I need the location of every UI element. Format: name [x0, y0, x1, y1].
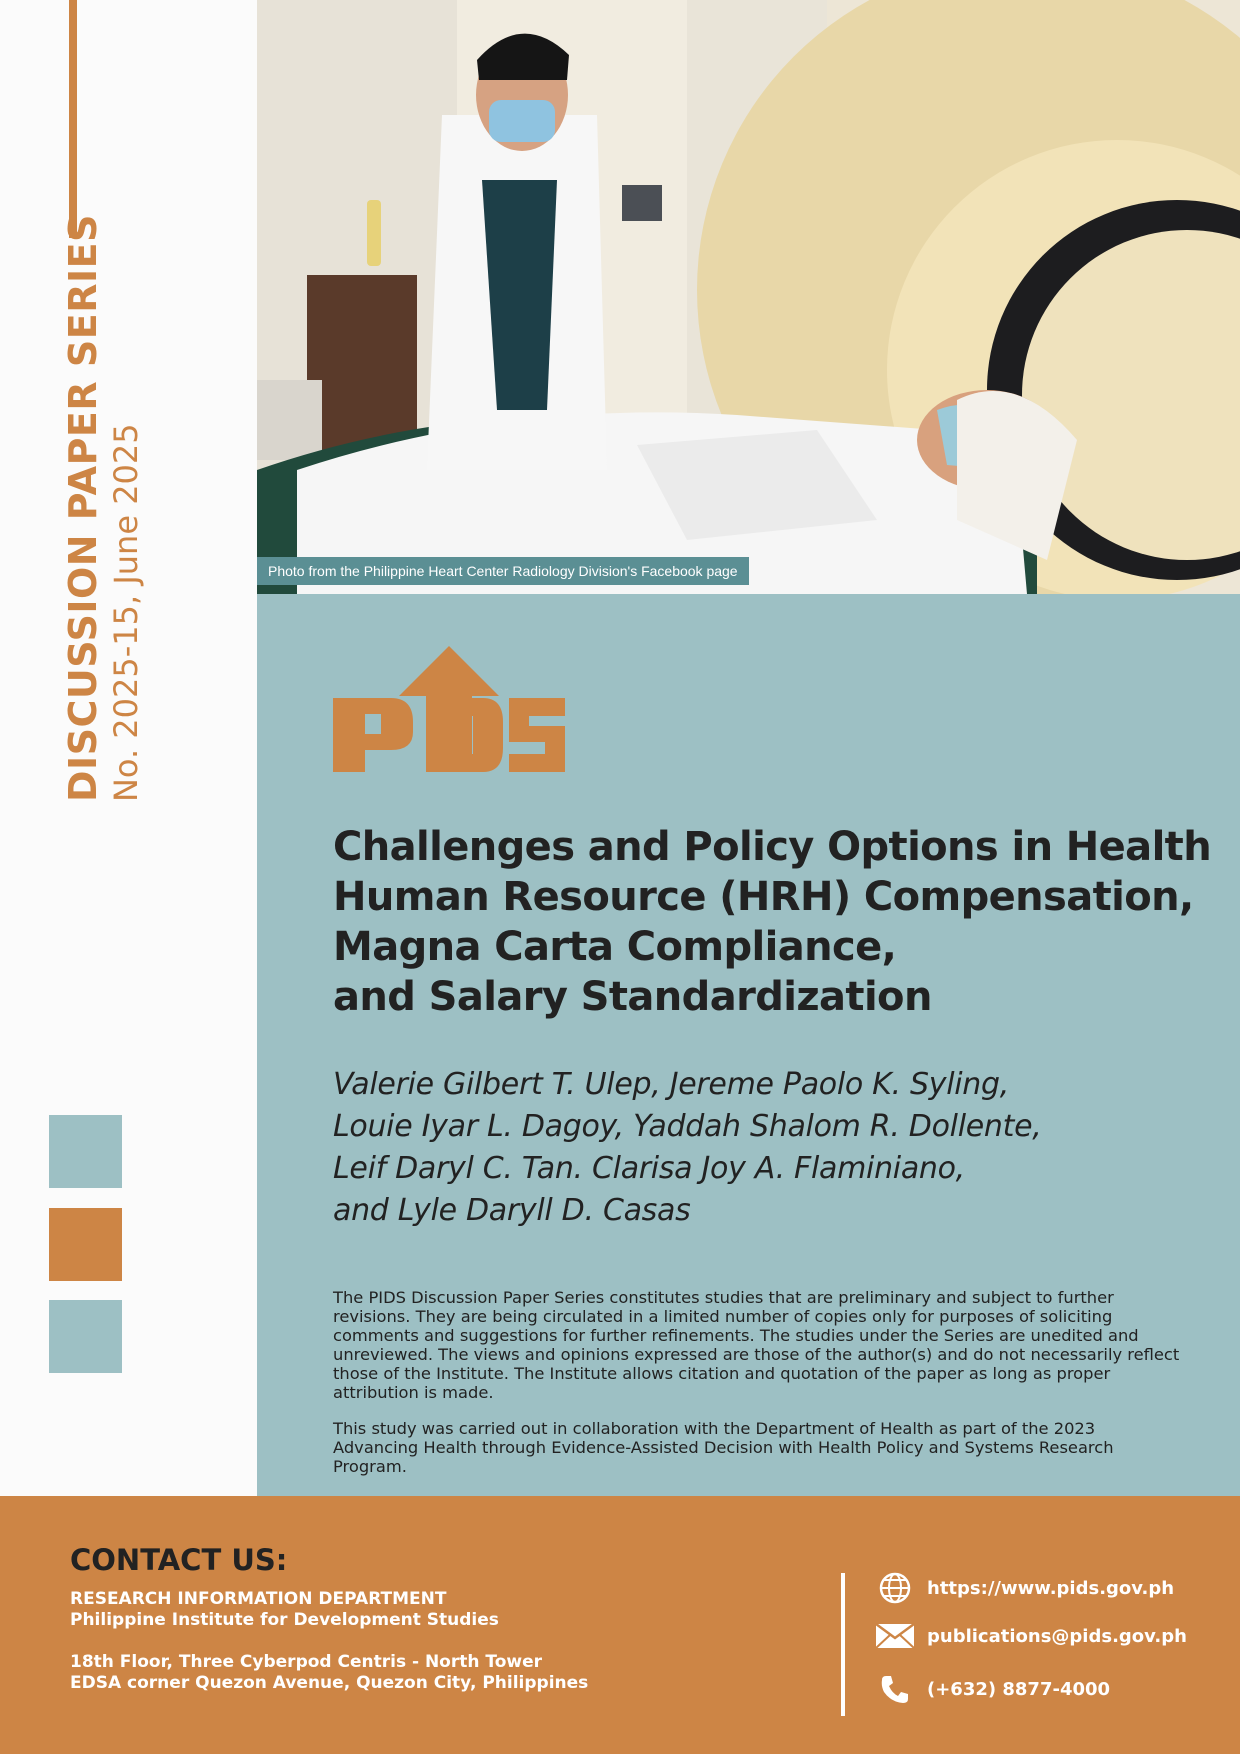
- series-label: [60, 214, 146, 802]
- series-number: No. 2025-15, June 2025: [107, 423, 145, 802]
- website-row[interactable]: [875, 1570, 1174, 1606]
- collaboration-note: This study was carried out in collaboration with the Department of Health as part of the 2023 Advancing Health through Evidence-Assisted Decision with Health Policy and Systems Research Program.: [333, 1419, 1114, 1476]
- series-title: DISCUSSION PAPER SERIES: [61, 214, 105, 802]
- photo-illustration: [257, 0, 1240, 594]
- author-list: [333, 1064, 1193, 1232]
- phone-number[interactable]: (+632) 8877-4000: [927, 1678, 1111, 1700]
- phone-row[interactable]: [875, 1671, 1110, 1707]
- phone-icon: [875, 1671, 915, 1707]
- disclaimer-text: The PIDS Discussion Paper Series constitutes studies that are preliminary and subject to further revisions. They are being circulated in a limited number of copies only for purposes of soliciting comments and suggestions for further refinements. The studies under the Series are unedited and unreviewed. The views and opinions expressed are those of the author(s) and do not necessarily reflect those of the Institute. The Institute allows citation and quotation of the paper as long as proper attribution is made.: [333, 1288, 1180, 1402]
- pids-logo: [333, 646, 565, 772]
- author-line: Louie Iyar L. Dagoy, Yaddah Shalom R. Dollente,: [333, 1109, 1042, 1144]
- photo-caption: Photo from the Philippine Heart Center Radiology Division's Facebook page: [257, 557, 749, 585]
- author-line: and Lyle Daryll D. Casas: [333, 1193, 691, 1228]
- author-line: Leif Daryl C. Tan. Clarisa Joy A. Flaminiano,: [333, 1151, 965, 1186]
- organization-block: [70, 1589, 690, 1631]
- address-line-1: 18th Floor, Three Cyberpod Centris - North Tower: [70, 1652, 543, 1672]
- paper-title: [333, 822, 1212, 1022]
- contact-heading: CONTACT US:: [70, 1543, 288, 1577]
- title-line: Challenges and Policy Options in Health: [333, 824, 1212, 870]
- accent-bar: [69, 0, 77, 238]
- website-link[interactable]: https://www.pids.gov.ph: [927, 1577, 1175, 1599]
- footer-divider: [841, 1573, 845, 1716]
- email-link[interactable]: publications@pids.gov.ph: [927, 1625, 1187, 1647]
- decor-square-teal-bottom: [49, 1300, 122, 1373]
- globe-icon: [875, 1570, 915, 1606]
- title-line: Human Resource (HRH) Compensation,: [333, 874, 1194, 920]
- cover-photo: [257, 0, 1240, 594]
- author-line: Valerie Gilbert T. Ulep, Jereme Paolo K. Syling,: [333, 1067, 1009, 1102]
- title-line: Magna Carta Compliance,: [333, 924, 897, 970]
- address-line-2: EDSA corner Quezon Avenue, Quezon City, Philippines: [70, 1673, 589, 1693]
- title-line: and Salary Standardization: [333, 974, 932, 1020]
- decor-square-teal-top: [49, 1115, 122, 1188]
- department-name: RESEARCH INFORMATION DEPARTMENT: [70, 1589, 447, 1609]
- envelope-icon: [875, 1618, 915, 1654]
- institute-name: Philippine Institute for Development Studies: [70, 1610, 499, 1630]
- address-block: [70, 1652, 690, 1694]
- email-row[interactable]: [875, 1618, 1187, 1654]
- decor-square-orange: [49, 1208, 122, 1281]
